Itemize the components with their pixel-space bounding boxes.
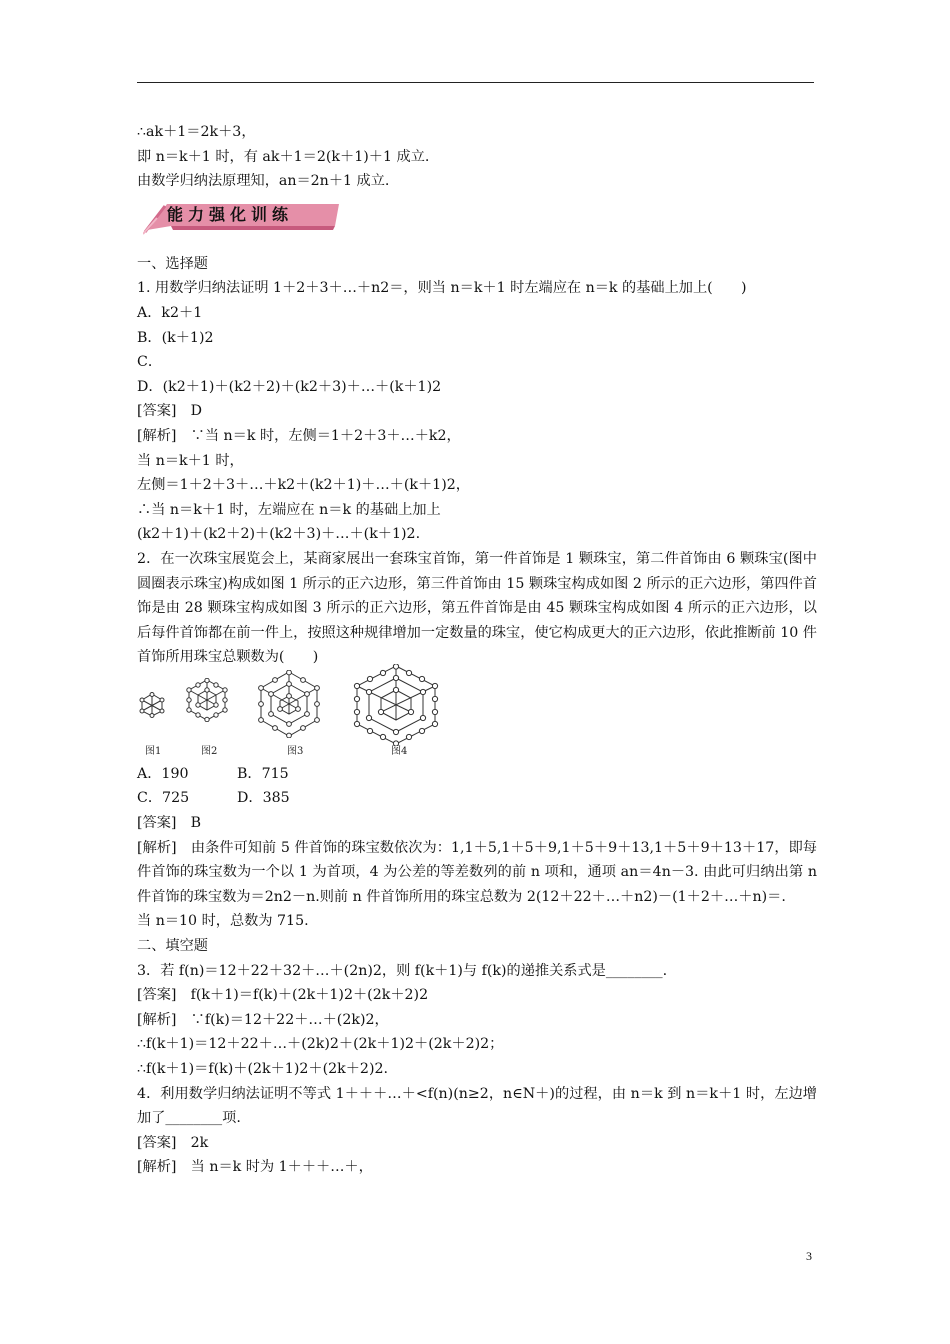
answer: [答案] 2k [137, 1134, 209, 1151]
text-line: 即 n＝k＋1 时，有 ak＋1＝2(k＋1)＋1 成立. [137, 148, 430, 165]
analysis-line: [解析] 当 n＝k 时为 1＋＋＋…＋， [137, 1159, 373, 1176]
figure-label: 图4 [391, 745, 408, 757]
analysis-line: (k2＋1)＋(k2＋2)＋(k2＋3)＋…＋(k＋1)2. [137, 526, 421, 543]
option: B．(k＋1)2 [137, 329, 214, 346]
hexagon-figures [137, 670, 817, 762]
section-heading: 二、填空题 [137, 938, 208, 955]
analysis-line: ∴f(k＋1)＝f(k)＋(2k＋1)2＋(2k＋2)2. [137, 1061, 389, 1077]
analysis-line: 左侧＝1＋2＋3＋…＋k2＋(k2＋1)＋…＋(k＋1)2， [137, 477, 470, 494]
analysis-line: [解析] ∵当 n＝k 时，左侧＝1＋2＋3＋…＋k2， [137, 427, 461, 444]
options-row [137, 762, 817, 787]
question-stem: 2．在一次珠宝展览会上，某商家展出一套珠宝首饰，第一件首饰是 1 颗珠宝，第二件首饰由 6 颗珠宝(图中圆圈表示珠宝)构成如图 1 所示的正六边形，第三件首饰由 15 颗珠宝构成如图 2 所示的正六边形，第四件首饰是由 28 颗珠宝构成如图 3 所示的正六边形，第五件首饰是由 45 颗珠宝构成如图 4 所示的正六边形，以后每件首饰都在前一件上，按照这种规律增加一定数量的珠宝，使它构成更大的正六边形，依此推断前 10 件首饰所用珠宝总颗数为( ) [137, 550, 817, 666]
figure-2 [185, 678, 229, 722]
figure-label: 图3 [287, 745, 304, 757]
document-body [137, 120, 817, 1180]
option: D．385 [237, 790, 290, 807]
option: C．725 [137, 790, 190, 807]
answer: [答案] f(k＋1)＝f(k)＋(2k＋1)2＋(2k＋2)2 [137, 987, 429, 1004]
figure-1 [139, 692, 165, 718]
option: B．715 [237, 765, 289, 782]
answer: [答案] B [137, 815, 202, 832]
option: A．190 [137, 765, 189, 782]
answer: [答案] D [137, 403, 203, 420]
question-stem: 1. 用数学归纳法证明 1＋2＋3＋…＋n2＝，则当 n＝k＋1 时左端应在 n＝k 的基础上加上( ) [137, 280, 747, 297]
analysis-line: ∴当 n＝k＋1 时，左端应在 n＝k 的基础上加上 [137, 501, 441, 518]
text-line: 由数学归纳法原理知，an＝2n＋1 成立. [137, 173, 390, 190]
figure-label: 图1 [145, 745, 162, 757]
question-stem: 3．若 f(n)＝12＋22＋32＋…＋(2n)2，则 f(k＋1)与 f(k)的递推关系式是________. [137, 962, 668, 979]
analysis-line: [解析] ∵f(k)＝12＋22＋…＋(2k)2， [137, 1011, 389, 1028]
figure-4 [353, 664, 439, 746]
figure-label: 图2 [201, 745, 218, 757]
analysis-paragraph: [解析] 由条件可知前 5 件首饰的珠宝数依次为：1,1＋5,1＋5＋9,1＋5＋9＋13,1＋5＋9＋13＋17，即每件首饰的珠宝数为一个以 1 为首项，4 为公差的等差数列的前 n 项和，通项 an＝4n－3. 由此可归纳出第 n 件首饰的珠宝数为＝2n2－n.则前 n 件首饰所用的珠宝总数为 2(12＋22＋…＋n2)－(1＋2＋…＋n)＝. [137, 839, 817, 905]
analysis-line: 当 n＝k＋1 时， [137, 452, 244, 469]
page-number: 3 [806, 1249, 812, 1263]
question-stem: 4．利用数学归纳法证明不等式 1＋＋＋…＋<f(n)(n≥2，n∈N＋)的过程，由 n＝k 到 n＝k＋1 时，左边增加了________项. [137, 1085, 817, 1127]
option: A．k2＋1 [137, 304, 203, 321]
analysis-line: ∴f(k＋1)＝12＋22＋…＋(2k)2＋(2k＋1)2＋(2k＋2)2； [137, 1036, 504, 1053]
section-banner [137, 194, 817, 252]
text-line: ∴ak＋1＝2k＋3， [137, 124, 256, 140]
banner-title: 能力强化训练 [167, 204, 294, 224]
analysis-line: 当 n＝10 时，总数为 715. [137, 913, 309, 930]
figure-3 [255, 670, 323, 738]
header-rule [137, 82, 814, 83]
section-heading: 一、选择题 [137, 255, 208, 272]
option: D．(k2＋1)＋(k2＋2)＋(k2＋3)＋…＋(k＋1)2 [137, 378, 442, 395]
option: C． [137, 354, 163, 371]
options-row [137, 786, 817, 811]
